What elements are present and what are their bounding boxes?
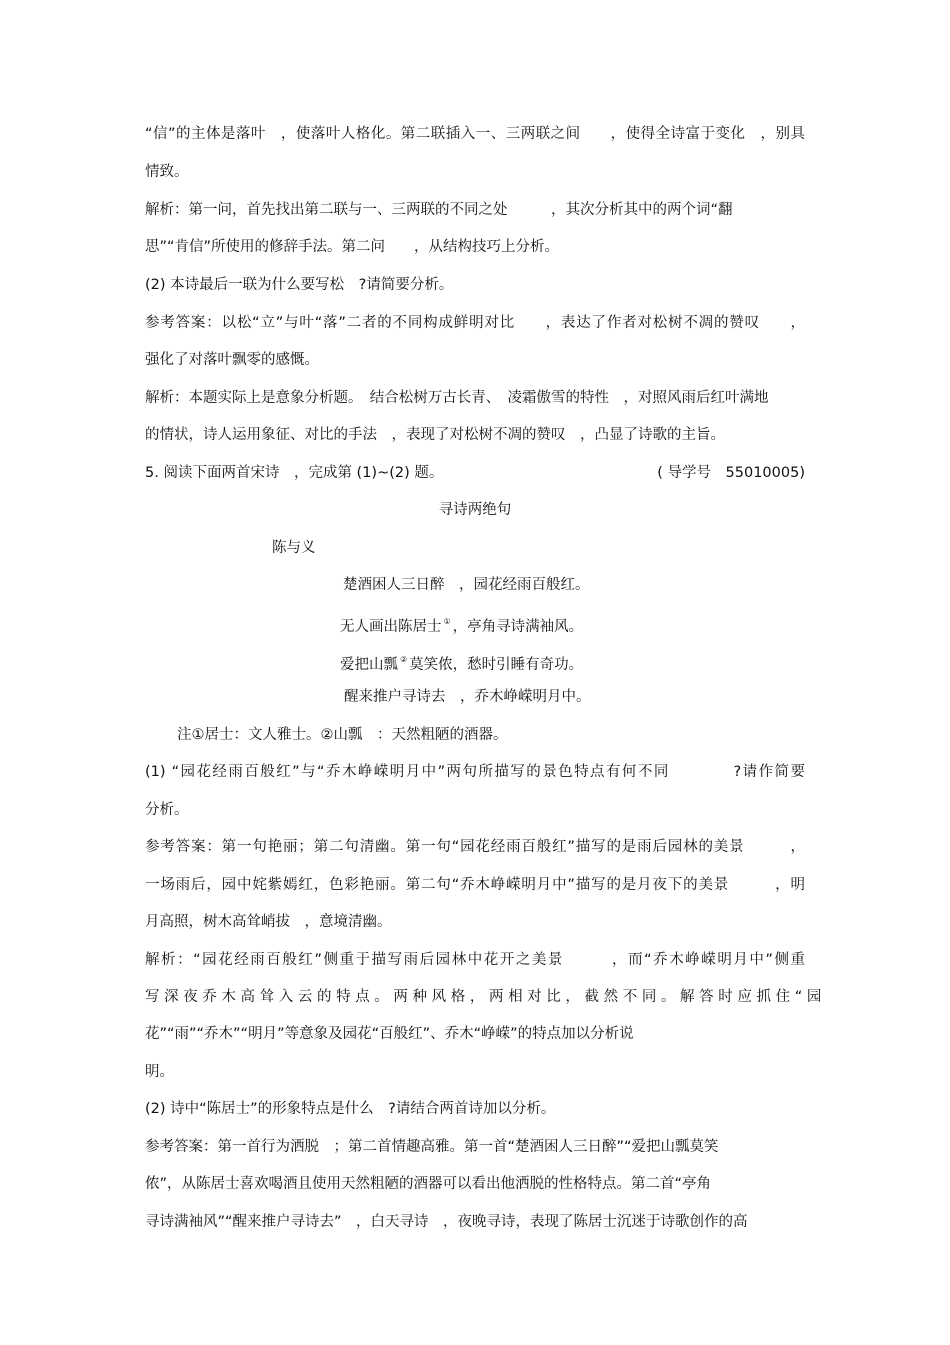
question-1-line-2: 分析。 — [145, 802, 189, 818]
poem-line-3-part-1: 爱把山瓢 — [340, 657, 398, 673]
analysis-line-2: 思”“肯信”所使用的修辞手法。第二问 ，从结构技巧上分析。 — [145, 239, 560, 255]
question-5-text: 5. 阅读下面两首宋诗 ，完成第 (1)~(2) 题。 — [145, 465, 444, 481]
poem-line-3-part-2: 莫笑侬，愁时引睡有奇功。 — [409, 657, 584, 673]
reference-answer-line-2: 强化了对落叶飘零的感慨。 — [145, 352, 319, 368]
poem-line-1: 楚酒困人三日醉 ，园花经雨百般红。 — [343, 577, 590, 593]
analysis-1-line-2: 写 深 夜 乔 木 高 耸 入 云 的 特 点 。 两 种 风 格 ， 两 相 对 比 ， 截 然 不 同 。 解 答 时 应 抓 住 “ 园 — [145, 989, 822, 1005]
poem-notes: 注①居士：文人雅士。②山瓢 ：天然粗陋的酒器。 — [177, 727, 508, 743]
poem-title: 寻诗两绝句 — [438, 502, 512, 518]
analysis-1-line-3: 花”“雨”“乔木”“明月”等意象及园花“百般红”、乔木“峥嵘”的特点加以分析说 — [145, 1026, 634, 1042]
question-2b-heading: (2) 诗中“陈居士”的形象特点是什么 ?请结合两首诗加以分析。 — [145, 1101, 556, 1117]
footnote-marker-1: ① — [443, 617, 451, 626]
poem-author: 陈与义 — [272, 540, 316, 556]
reference-answer-1-line-3: 月高照，树木高耸峭拔 ，意境清幽。 — [145, 914, 392, 930]
question-1-line-1: (1) “园花经雨百般红”与“乔木峥嵘明月中”两句所描写的景色特点有何不同 ?请作简要 — [145, 764, 805, 780]
analysis-line-3: 解析：本题实际上是意象分析题。 结合松树万古长青、 凌霜傲雪的特性 ，对照风雨后红叶满地 — [145, 390, 769, 406]
poem-line-2 — [340, 612, 583, 637]
reference-answer-1-line-2: 一场雨后，园中姹紫嫣红，色彩艳丽。第二句“乔木峥嵘明月中”描写的是月夜下的美景 ，明 — [145, 877, 805, 893]
poem-line-4: 醒来推户寻诗去 ，乔木峥嵘明月中。 — [344, 689, 591, 705]
reference-answer-2-line-1: 参考答案：第一首行为洒脱 ；第二首情趣高雅。第一首“楚酒困人三日醉”“爱把山瓢莫笑 — [145, 1139, 719, 1155]
guide-number: ( 导学号 55010005) — [657, 465, 805, 481]
answer-line-2: 情致。 — [145, 164, 189, 180]
analysis-1-line-1: 解析：“园花经雨百般红”侧重于描写雨后园林中花开之美景 ，而“乔木峥嵘明月中”侧重 — [145, 952, 805, 968]
poem-line-3 — [340, 650, 583, 675]
reference-answer-line-1: 参考答案：以松“立”与叶“落”二者的不同构成鲜明对比 ，表达了作者对松树不凋的赞叹 ， — [145, 315, 805, 331]
analysis-line-4: 的情状，诗人运用象征、对比的手法 ，表现了对松树不凋的赞叹 ，凸显了诗歌的主旨。 — [145, 427, 725, 443]
poem-line-2-part-1: 无人画出陈居士 — [340, 619, 442, 635]
reference-answer-2-line-3: 寻诗满袖风”“醒来推户寻诗去” ，白天寻诗 ，夜晚寻诗，表现了陈居士沉迷于诗歌创作的高 — [145, 1214, 748, 1230]
analysis-line-1: 解析：第一问，首先找出第二联与一、三两联的不同之处 ，其次分析其中的两个词“翻 — [145, 202, 733, 218]
footnote-marker-2: ② — [400, 655, 408, 664]
poem-line-2-part-2: ，亭角寻诗满袖风。 — [452, 619, 584, 635]
analysis-1-line-4: 明。 — [145, 1064, 174, 1080]
reference-answer-2-line-2: 侬”，从陈居士喜欢喝酒且使用天然粗陋的酒器可以看出他洒脱的性格特点。第二首“亭角 — [145, 1176, 712, 1192]
question-2-heading: (2) 本诗最后一联为什么要写松 ?请简要分析。 — [145, 277, 454, 293]
question-5-heading — [145, 463, 805, 483]
reference-answer-1-line-1: 参考答案：第一句艳丽；第二句清幽。第一句“园花经雨百般红”描写的是雨后园林的美景 ， — [145, 839, 805, 855]
answer-line-1: “信”的主体是落叶 ，使落叶人格化。第二联插入一、三两联之间 ，使得全诗富于变化 ，别具 — [145, 126, 805, 142]
